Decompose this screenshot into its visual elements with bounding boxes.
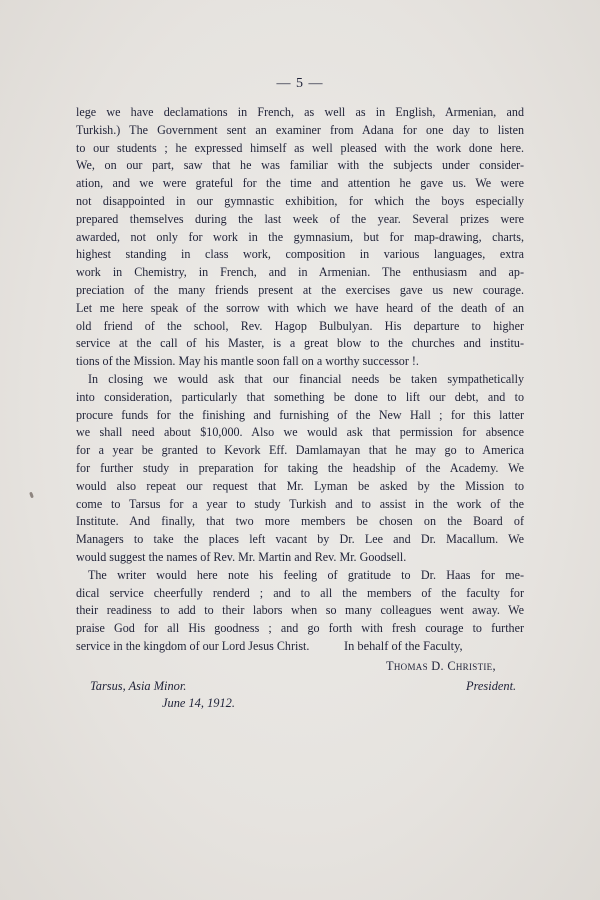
text-line: dical service cheerfully renderd ; and to all the members of the faculty for — [76, 585, 524, 600]
text-line: highest standing in class work, composition in various languages, extra — [76, 247, 524, 262]
closing-behalf: In behalf of the Faculty, — [344, 639, 463, 653]
text-line: awarded, not only for work in the gymnasium, but for map-drawing, charts, — [76, 229, 524, 244]
signatory-name: Thomas D. Christie, — [386, 659, 496, 673]
text-line: preciation of the many friends present at the exercises gave us new courage. — [76, 282, 524, 297]
text-line: work in Chemistry, in French, and in Armenian. The enthusiasm and ap- — [76, 265, 524, 280]
text-line: come to Tarsus for a year to study Turkish and to assist in the work of the — [76, 496, 524, 511]
text-line: Turkish.) The Government sent an examiner from Adana for one day to listen — [76, 122, 524, 137]
text-line: Managers to take the places left vacant by Dr. Lee and Dr. Macallum. We — [76, 532, 524, 547]
text-line: service at the call of his Master, is a great blow to the churches and institu- — [76, 336, 524, 351]
letter-body — [76, 104, 524, 656]
text-line: ation, and we were grateful for the time and attention he gave us. We were — [76, 176, 524, 191]
text-line: tions of the Mission. May his mantle soon fall on a worthy successor !. — [76, 354, 419, 369]
text-line: Let me here speak of the sorrow with which we have heard of the death of an — [76, 300, 524, 315]
text-line: would also repeat our request that Mr. Lyman be asked by the Mission to — [76, 478, 524, 493]
text-line: Institute. And finally, that two more members be chosen on the Board of — [76, 514, 524, 529]
text-line: prepared themselves during the last week of the year. Several prizes were — [76, 211, 524, 226]
text-line: for a year be granted to Kevork Eff. Damlamayan that he may go to America — [76, 443, 524, 458]
text-line: for further study in preparation for taking the headship of the Academy. We — [76, 460, 524, 475]
text-line: praise God for all His goodness ; and go forth with fresh courage to further — [76, 621, 524, 636]
text-line: old friend of the school, Rev. Hagop Bulbulyan. His departure to higher — [76, 318, 524, 333]
text-line: lege we have declamations in French, as well as in English, Armenian, and — [76, 105, 524, 119]
text-line: to our students ; he expressed himself as well pleased with the work done here. — [76, 140, 524, 155]
text-line: we shall need about $10,000. Also we would ask that permission for absence — [76, 425, 524, 440]
text-line: procure funds for the finishing and furnishing of the New Hall ; for this latter — [76, 407, 524, 422]
text-line: their readiness to add to their labors when so many colleagues went away. We — [76, 603, 524, 618]
text-line: In closing we would ask that our financial needs be taken sympathetically — [88, 371, 524, 386]
page-number: — 5 — — [276, 76, 324, 91]
text-line: We, on our part, saw that he was familiar with the subjects under consider- — [76, 158, 524, 173]
text-line: would suggest the names of Rev. Mr. Martin and Rev. Mr. Goodsell. — [76, 549, 407, 564]
text-line: not disappointed in our gymnastic exhibition, for which the boys especially — [76, 193, 524, 208]
text-line: into consideration, particularly that something be done to lift our debt, and to — [76, 389, 524, 404]
letter-place: Tarsus, Asia Minor. — [90, 679, 187, 693]
signatory-title: President. — [466, 679, 517, 693]
text-line: service in the kingdom of our Lord Jesus Christ. — [76, 638, 310, 653]
text-line: The writer would here note his feeling of gratitude to Dr. Haas for me- — [88, 567, 524, 582]
paper-speck — [29, 492, 34, 499]
letter-date: June 14, 1912. — [162, 696, 235, 710]
